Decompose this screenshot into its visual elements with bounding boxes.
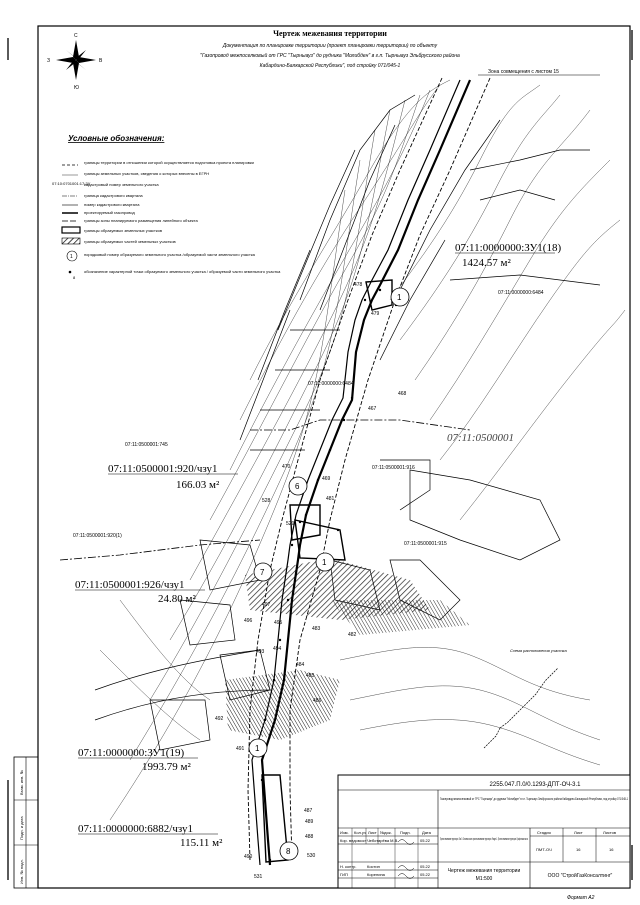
compass-w: З <box>47 58 51 64</box>
stamp-midrow-role: Кор. ведомост <box>340 838 367 843</box>
stamp-col-1: Изм. <box>340 830 349 835</box>
survey-point <box>299 521 301 523</box>
point-label: 470 <box>282 464 291 470</box>
stamp-col-4: №док. <box>380 830 392 835</box>
side-stamp <box>14 757 38 888</box>
parcel-6484-b: 07:11:0000000:6484 <box>308 381 354 387</box>
stamp-sheet-title: Чертеж межевания территории <box>447 868 521 874</box>
survey-point <box>261 779 263 781</box>
marker-6: 6 <box>295 482 300 491</box>
point-label: 485 <box>306 673 315 679</box>
stamp-sheet-no: 16 <box>576 847 581 852</box>
stamp-midrow-date: 05.22 <box>420 838 431 843</box>
subtitle-line-1: Документация по планировке территории (проект планировки территории) по объекту <box>222 43 438 49</box>
survey-point <box>273 679 275 681</box>
compass-n: С <box>74 33 78 39</box>
parcel-6882-area: 115.11 м² <box>180 837 223 849</box>
location-scheme <box>484 648 567 748</box>
survey-point <box>264 719 266 721</box>
parcel-920: 07:11:0500001:920(1) <box>73 533 122 539</box>
parcel-926-id: 07:11:0500001:926/чзу1 <box>75 579 185 591</box>
hatched-zone-right <box>330 600 470 635</box>
survey-point <box>343 419 345 421</box>
survey-point <box>317 479 319 481</box>
point-label: 481 <box>326 496 335 502</box>
legend-item-2: границы земельных участков, сведения о которых внесены в ЕГРН <box>84 171 210 176</box>
parcel-18-area: 1424.57 м² <box>462 257 511 269</box>
survey-point <box>364 299 366 301</box>
marker-1b: 1 <box>322 558 327 567</box>
stamp-sheets-total: 16 <box>609 847 614 852</box>
legend-marker-number: 1 <box>70 254 73 260</box>
legend-item-3: кадастровый номер земельного участка <box>84 182 159 187</box>
point-label: 491 <box>236 746 245 752</box>
legend-marker-point: 8 <box>73 275 76 280</box>
point-label: 529 <box>286 521 295 527</box>
point-label: 468 <box>398 391 407 397</box>
stamp-code: 2255.047.П.0/0.1293-ДПТ-ОЧ-3.1 <box>489 782 581 788</box>
compass-e: В <box>99 58 103 64</box>
point-label: 490 <box>244 854 253 860</box>
quarter-number: 07:11:0500001 <box>447 432 515 444</box>
point-label: 488 <box>305 834 314 840</box>
format-label: Формат А2 <box>567 895 595 901</box>
legend-sample-cad: 07:10:0701001:17:ЗУ <box>52 181 91 186</box>
parcel-926-area: 24.80 м² <box>158 593 196 605</box>
stamp-stage-h: Стадия <box>537 830 551 835</box>
point-label: 479 <box>371 311 380 317</box>
parcel-19-area: 1993.79 м² <box>142 761 191 773</box>
parcel-6484-a: 07:11:0000000:6484 <box>498 290 544 296</box>
stamp-col-5: Подп. <box>400 830 411 835</box>
stamp-sheet-h: Лист <box>574 830 583 835</box>
point-label: 531 <box>254 874 263 880</box>
stamp-col-2: Кол.уч <box>354 830 366 835</box>
side-label-1: Взам. инв. № <box>19 770 24 795</box>
parcel-745: 07:11:0500001:745 <box>125 442 168 448</box>
hatched-zone-lower <box>225 670 340 740</box>
side-label-2: Подп. и дата <box>19 816 24 840</box>
legend-item-10: порядковый номер образуемого земельного участка /образуемой части земельного участка <box>84 252 255 257</box>
stamp-company: ООО "СтройГазКонсалтинг" <box>547 873 613 879</box>
stamp-col-6: Дата <box>422 830 431 835</box>
point-label: 483 <box>312 626 321 632</box>
legend-item-11: обозначение характерной точки образуемого земельного участка / образуемой части земельного участка <box>84 269 281 274</box>
terrain-contours <box>100 80 625 820</box>
parcel-920-id: 07:11:0500001:920/чзу1 <box>108 463 218 475</box>
stamp-col-3: Лист <box>368 830 377 835</box>
marker-1c: 1 <box>255 744 260 753</box>
legend <box>52 134 281 280</box>
sheet-title: Чертеж межевания территории <box>273 29 387 38</box>
parcel-labels <box>73 242 561 849</box>
stamp-stage: ПМТ-ОЧ <box>536 847 552 852</box>
survey-point <box>269 859 271 861</box>
survey-point <box>337 529 339 531</box>
legend-item-4: граница кадастрового квартала <box>84 193 143 198</box>
point-label: 495 <box>274 620 283 626</box>
survey-point <box>279 639 281 641</box>
stamp-row2-role: ГИП <box>340 872 348 877</box>
side-label-3: Инв. № подл. <box>19 859 24 884</box>
survey-point <box>291 544 293 546</box>
point-label: 487 <box>304 808 313 814</box>
survey-point <box>379 289 381 291</box>
stamp-row1-name: Костин <box>367 864 380 869</box>
stamp-row1-date: 05.22 <box>420 864 431 869</box>
subtitle-line-3: Кабардино-Балкарской Республики", под стройку 071/045-1 <box>259 63 401 69</box>
point-label: 489 <box>305 819 314 825</box>
point-label: 496 <box>244 618 253 624</box>
point-label: 528 <box>262 498 271 504</box>
stamp-row1-role: Н. контр. <box>340 864 357 869</box>
legend-item-1: границы территории в отношении которой осуществляется подготовка проекта планировки <box>84 160 254 165</box>
stamp-midrow-name: Чеботарёва М.В. <box>367 838 399 843</box>
parcel-916: 07:11:0500001:916 <box>372 465 415 471</box>
stamp-row2-date: 05.22 <box>420 872 431 877</box>
scheme-label: Схема расположения участка <box>510 648 567 653</box>
point-label: 467 <box>368 406 377 412</box>
point-label: 497 <box>262 602 271 608</box>
stamp-section: Проект межевания территории. Том 3. Основная часть проекта межевания территории. Раздел 1. Проект межевания территории. Графическая часть <box>440 836 528 841</box>
parcel-920-area: 166.03 м² <box>176 479 220 491</box>
marker-8: 8 <box>286 847 291 856</box>
legend-item-9: границы образуемых частей земельных участков <box>84 239 176 244</box>
compass-s: Ю <box>74 85 80 91</box>
point-label: 493 <box>256 649 265 655</box>
point-label: 484 <box>296 662 305 668</box>
survey-point <box>351 397 353 399</box>
legend-title: Условные обозначения: <box>68 134 165 143</box>
point-label: 482 <box>348 632 357 638</box>
compass-rose <box>47 33 103 91</box>
survey-point <box>287 599 289 601</box>
legend-item-6: проектируемый газопровод <box>84 210 135 215</box>
legend-item-7: границы зоны планируемого размещения линейного объекта <box>84 218 198 223</box>
pipeline-route <box>252 80 470 865</box>
point-label: 530 <box>307 853 316 859</box>
parcel-6882-id: 07:11:0000000:6882/чзу1 <box>78 823 193 835</box>
parcel-18-id: 07:11:0000000:ЗУ1(18) <box>455 242 562 254</box>
quarter-boundary <box>60 420 470 560</box>
zone-label: Зона совмещения с листом 15 <box>488 69 559 75</box>
legend-item-8: границы образуемых земельных участков <box>84 228 163 233</box>
stamp-sheets-h: Листов <box>603 830 616 835</box>
marker-7: 7 <box>260 568 265 577</box>
parcel-915: 07:11:0500001:915 <box>404 541 447 547</box>
point-label: 492 <box>215 716 224 722</box>
stamp-object: Газопровод межпоселковый от ГРС "Тырныауз" до рудника "Молибден" в г.п. Тырныауз Эльбрусского района Кабардино-Балкарской Республики, под стройку 071/045-1 <box>440 796 629 801</box>
point-label: 469 <box>322 476 331 482</box>
stamp-scale: М1:500 <box>475 876 493 882</box>
stamp-row2-name: Коренина <box>367 872 385 877</box>
title-block <box>338 775 630 888</box>
survey-point <box>305 514 307 516</box>
point-label: 486 <box>313 698 322 704</box>
subtitle-line-2: "Газопровод межпоселковый от ГРС "Тырныауз" до рудника "Молибден" в г.п. Тырныауз Эльбрусского района <box>200 53 460 59</box>
legend-item-5: номер кадастрового квартала <box>84 202 140 207</box>
marker-1a: 1 <box>397 293 402 302</box>
point-label: 494 <box>273 646 282 652</box>
point-label: 478 <box>354 282 363 288</box>
survey-point <box>329 449 331 451</box>
parcel-19-id: 07:11:0000000:ЗУ1(19) <box>78 747 185 759</box>
